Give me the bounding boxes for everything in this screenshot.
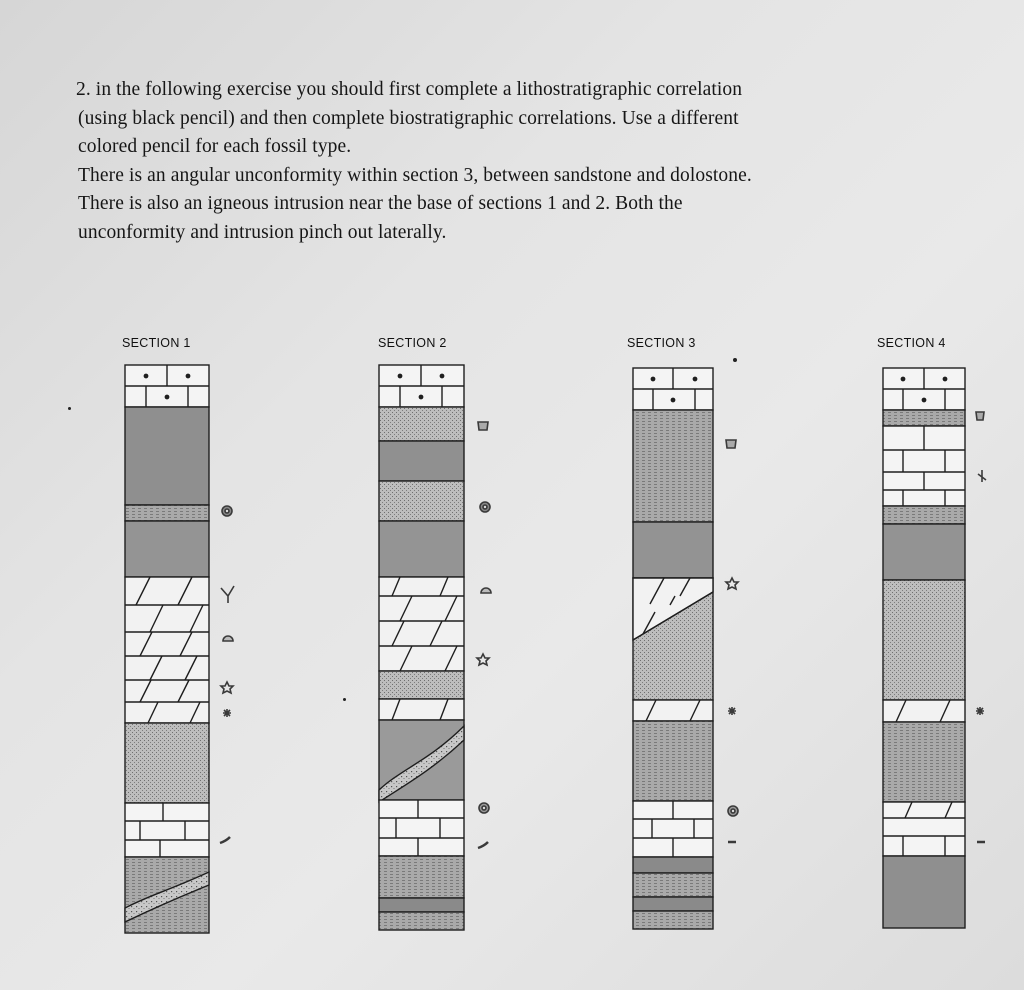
fossil-brachiopod-icon xyxy=(976,412,984,420)
fossil-coral-icon xyxy=(976,707,984,715)
instruction-line-1: 2. in the following exercise you should first complete a lithostratigraphic correlation xyxy=(76,79,743,100)
fossil-coral-icon xyxy=(223,709,231,717)
instruction-line-2: (using black pencil) and then complete biostratigraphic correlations. Use a different xyxy=(78,107,739,129)
section-1-label: SECTION 1 xyxy=(122,336,191,350)
fossil-tooth-icon xyxy=(478,842,488,848)
fossil-crinoid-icon xyxy=(978,470,986,482)
instruction-line-6: unconformity and intrusion pinch out laterally. xyxy=(78,221,447,243)
fossil-gastropod-icon xyxy=(479,803,489,813)
section-1-column xyxy=(125,365,209,933)
fossil-brachiopod-icon xyxy=(478,422,488,430)
fossil-gastropod-icon xyxy=(222,506,232,516)
section-3-label: SECTION 3 xyxy=(627,336,696,350)
section-2-label: SECTION 2 xyxy=(378,336,447,350)
section-4-label: SECTION 4 xyxy=(877,336,946,350)
fossil-star-icon xyxy=(726,578,738,589)
fossil-brachiopod-icon xyxy=(726,440,736,448)
fossil-ammonite-icon xyxy=(223,636,233,641)
fossil-gastropod-icon xyxy=(480,502,490,512)
fossil-crinoid-icon xyxy=(221,586,234,603)
instruction-line-3: colored pencil for each fossil type. xyxy=(78,136,352,157)
section-2-column xyxy=(379,365,464,930)
fossil-coral-icon xyxy=(728,707,736,715)
fossil-gastropod-icon xyxy=(728,806,738,816)
instruction-line-5: There is also an igneous intrusion near the base of sections 1 and 2. Both the xyxy=(78,193,683,214)
fossil-star-icon xyxy=(477,654,489,665)
instruction-line-4: There is an angular unconformity within section 3, between sandstone and dolostone. xyxy=(78,164,752,186)
fossil-star-icon xyxy=(221,682,233,693)
fossil-tooth-icon xyxy=(220,837,230,843)
fossil-ammonite-icon xyxy=(481,588,491,593)
section-4-column xyxy=(883,368,965,928)
section-3-column xyxy=(633,368,713,929)
